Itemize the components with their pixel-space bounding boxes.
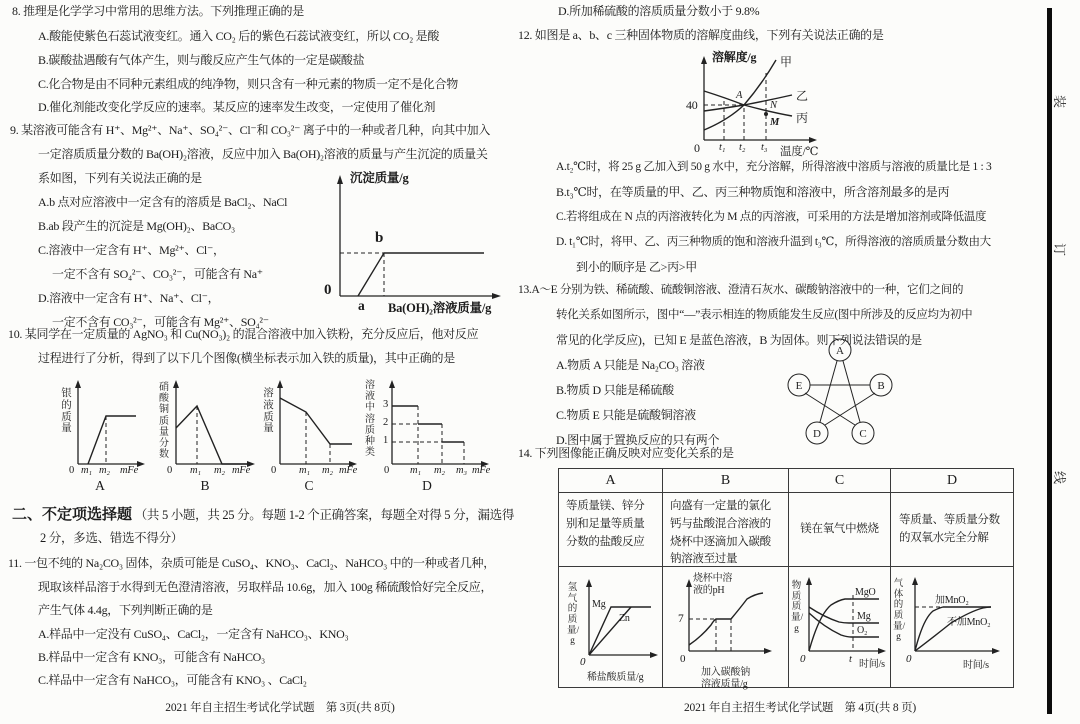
- q14-header-c: C: [789, 469, 891, 493]
- q14-graph-a-origin: 0: [580, 656, 586, 668]
- q11-option-a: A.样品中一定没有 CuSO₄、CaCl₂，一定含有 NaHCO₃、KNO₃: [38, 627, 349, 641]
- q12-option-b: B.t₃℃时，在等质量的甲、乙、丙三种物质饱和溶液中，所含溶剂最多的是丙: [556, 185, 950, 199]
- q13-stem-2: 转化关系如图所示，图中“—”表示相连的物质能发生反应(图中所涉及的反应均为初中: [556, 309, 973, 321]
- q13-option-c: C.物质 E 只能是硫酸铜溶液: [556, 408, 696, 422]
- q10-graph-d-tick-m3: m₃: [456, 465, 467, 476]
- q12-option-a: A.t₂℃时，将 25 g 乙加入到 50 g 水中，充分溶解，所得溶液中溶质与溶液的质量比是 1 : 3: [556, 161, 992, 173]
- q14-graph-c-origin: 0: [800, 653, 806, 665]
- q10-graph-d: [362, 372, 492, 492]
- q10-graph-d-tick0: 0: [384, 465, 390, 476]
- q9-graph-origin: 0: [324, 282, 332, 298]
- q10-graph-a: [50, 372, 150, 492]
- q12-solubility-graph: [686, 48, 864, 160]
- q14-graph-a-mg-label: Mg: [592, 599, 606, 610]
- q14-graph-d-xlabel: 时间/s: [963, 660, 989, 671]
- q14-graph-c-tick-t: t: [849, 654, 852, 665]
- q14-header-a: A: [559, 469, 663, 493]
- q8-stem: 8. 推理是化学学习中常用的思维方法。下列推理正确的是: [12, 4, 304, 18]
- q10-graph-b-caption: B: [200, 478, 210, 493]
- q10-stem-1: 10. 某同学在一定质量的 AgNO₃ 和 Cu(NO₃)₂ 的混合溶液中加入铁粉，充分反应后，他对反应: [8, 327, 479, 341]
- q9-option-d-1: D.溶液中一定含有 H⁺、Na⁺、Cl⁻，: [38, 291, 220, 305]
- q14-graph-d-ylabel: 气体的质量/g: [893, 579, 906, 643]
- q14-graph-c-mgo-label: MgO: [855, 587, 876, 598]
- q9-option-d-2: 一定不含有 CO₃²⁻，可能含有 Mg²⁺、SO₄²⁻: [52, 315, 269, 329]
- q9-option-c-2: 一定不含有 SO₄²⁻、CO₃²⁻，可能含有 Na⁺: [52, 267, 263, 281]
- q14-graph-d-with-mno2-label: 加MnO₂: [935, 595, 969, 606]
- q14-graph-a-xlabel: 稀盐酸质量/g: [587, 672, 644, 683]
- q12-tick-t1: t₁: [719, 142, 726, 153]
- binding-mark-2: 订: [1052, 242, 1068, 257]
- q14-table: [558, 468, 1014, 688]
- q14-graph-a-ylabel: 氢气的质量/g: [567, 583, 580, 647]
- q14-graph-b: [663, 567, 789, 690]
- q14-graph-b-ytick-7: 7: [678, 613, 684, 625]
- q12-graph-ylabel: 溶解度/g: [712, 50, 757, 64]
- q10-graph-c-tick-m2: m₂: [322, 465, 333, 476]
- q14-graph-c-ylabel: 物质质量/g: [791, 581, 804, 634]
- q14-graph-c: [789, 567, 891, 687]
- q12-tick-t2: t₂: [739, 142, 746, 153]
- q10-graph-a-tick0: 0: [69, 465, 75, 476]
- q13-node-c: C: [859, 428, 867, 440]
- q14-desc-b: 向盛有一定量的氯化钙与盐酸混合溶液的烧杯中逐滴加入碳酸钠溶液至过量: [663, 493, 789, 567]
- q11-option-b: B.样品中一定含有 KNO₃，可能含有 NaHCO₃: [38, 650, 265, 664]
- q9-precipitate-graph: [318, 168, 530, 320]
- q11-stem-2: 现取该样品溶于水得到无色澄清溶液，另取样品 10.6g，加入 100g 稀硫酸恰好完全反应，: [38, 580, 493, 594]
- q11-stem-3: 产生气体 4.4g，下列判断正确的是: [38, 603, 213, 617]
- q9-stem-2: 一定溶质质量分数的 Ba(OH)₂溶液，反应中加入 Ba(OH)₂溶液的质量与产生沉淀的质量关: [38, 147, 488, 161]
- q11-option-d: D.所加稀硫酸的溶质质量分数小于 9.8%: [558, 4, 760, 18]
- q10-graph-d-caption: D: [422, 478, 432, 493]
- q11-stem-1: 11. 一包不纯的 Na₂CO₃ 固体，杂质可能是 CuSO₄、KNO₃、CaCl₂、NaHCO₃ 中的一种或者几种，: [8, 556, 495, 570]
- right-page-footer: 2021 年自主招生考试化学试题 第 4页(共 8 页): [683, 702, 917, 714]
- q10-graph-c-tick-m1: m₁: [299, 465, 310, 476]
- q13-option-a: A.物质 A 只能是 Na₂CO₃ 溶液: [556, 358, 705, 372]
- q9-option-a: A.b 点对应溶液中一定含有的溶质是 BaCl₂、NaCl: [38, 195, 288, 209]
- q10-graph-d-ylabel: 溶液中溶质种类: [365, 380, 375, 459]
- q13-star-diagram: [772, 336, 908, 448]
- q10-graph-c-caption: C: [304, 478, 314, 493]
- q14-desc-a: 等质量镁、锌分别和足量等质量分数的盐酸反应: [559, 493, 663, 567]
- q14-graph-d-without-mno2-label: 不加MnO₂: [947, 617, 991, 628]
- q10-graph-b: [152, 372, 258, 492]
- q14-graph-b-xlabel-2: 溶液质量/g: [701, 679, 748, 690]
- q10-graph-d-plot: [362, 372, 492, 472]
- q13-option-d: D.图中属于置换反应的只有两个: [556, 433, 720, 447]
- q9-stem-3: 系如图，下列有关说法正确的是: [38, 171, 202, 185]
- q14-graph-b-origin: 0: [680, 653, 686, 665]
- q10-graph-d-tick-m2: m₂: [434, 465, 445, 476]
- q8-option-b: B.碳酸盐遇酸有气体产生，则与酸反应产生气体的一定是碳酸盐: [38, 53, 365, 67]
- q14-stem: 14. 下列图像能正确反映对应变化关系的是: [518, 446, 734, 460]
- q12-stem: 12. 如图是 a、b、c 三种固体物质的溶解度曲线，下列有关说法正确的是: [518, 28, 884, 42]
- q12-graph-ytick-40: 40: [686, 98, 698, 112]
- q14-graph-c-xlabel: 时间/s: [859, 659, 885, 670]
- q14-graph-c-o2-label: O₂: [857, 625, 868, 636]
- q12-point-a: A: [736, 90, 743, 101]
- q10-graph-a-xlabel: mFe: [120, 465, 139, 476]
- q8-option-d: D.催化剂能改变化学反应的速率。某反应的速率发生改变，一定使用了催化剂: [38, 100, 436, 114]
- binding-mark-3: 线: [1052, 470, 1068, 485]
- left-page-footer: 2021 年自主招生考试化学试题 第 3页(共 8页): [165, 702, 395, 714]
- q9-graph-ylabel: 沉淀质量/g: [350, 171, 409, 185]
- q10-graph-c-xlabel: mFe: [339, 465, 358, 476]
- q8-option-c: C.化合物是由不同种元素组成的纯净物，则只含有一种元素的物质一定不是化合物: [38, 77, 458, 91]
- q13-node-a: A: [836, 345, 844, 357]
- q9-graph-b-label: b: [375, 230, 384, 246]
- q14-header-d: D: [891, 469, 1013, 493]
- q13-stem-3: 常见的化学反应)，已知 E 是蓝色溶液，B 为固体。则下列说法错误的是: [556, 333, 922, 347]
- q14-desc-c: 镁在氧气中燃烧: [789, 493, 891, 567]
- q13-node-b: B: [877, 380, 885, 392]
- q12-point-n: N: [770, 100, 777, 111]
- binding-mark-1: 装: [1052, 94, 1068, 109]
- q12-curve-bing-label: 丙: [796, 111, 808, 125]
- section2-title: 二、不定项选择题: [12, 507, 133, 523]
- q12-option-d-2: 到小的顺序是 乙>丙>甲: [576, 260, 697, 274]
- q8-option-a: A.酸能使紫色石蕊试液变红。通入 CO₂ 后的紫色石蕊试液变红，所以 CO₂ 是酸: [38, 29, 440, 43]
- q9-graph-a-label: a: [358, 298, 365, 313]
- q14-graph-b-xlabel-1: 加入碳酸钠: [701, 667, 750, 678]
- q12-point-m: M: [770, 117, 780, 128]
- section2-note-1: （共 5 小题，共 25 分。每题 1-2 个正确答案，每题全对得 5 分，漏选得: [134, 508, 515, 522]
- q10-graph-d-ytick-2: 2: [383, 417, 389, 428]
- q10-graph-b-tick-m1: m₁: [190, 465, 201, 476]
- q12-tick-t3: t₃: [761, 142, 768, 153]
- q14-graph-b-ylabel-2: 液的pH: [693, 585, 725, 596]
- binding-line: [1047, 8, 1052, 714]
- q10-stem-2: 过程进行了分析，得到了以下几个图像(横坐标表示加入铁的质量)，其中正确的是: [38, 351, 455, 365]
- q10-graph-d-ytick-1: 1: [383, 435, 389, 446]
- q10-graph-a-ylabel: 银的质量: [61, 388, 72, 435]
- q13-star-plot: [772, 336, 908, 448]
- q14-graph-a-zn-label: Zn: [619, 613, 630, 624]
- q10-graph-b-tick0: 0: [167, 465, 173, 476]
- q14-graph-d: [891, 567, 1013, 687]
- q14-desc-d: 等质量、等质量分数的双氧水完全分解: [891, 493, 1013, 567]
- q10-graph-a-tick-m2: m₂: [99, 465, 110, 476]
- q9-option-b: B.ab 段产生的沉淀是 Mg(OH)₂、BaCO₃: [38, 219, 235, 233]
- q14-graph-b-ylabel-1: 烧杯中溶: [693, 573, 733, 584]
- q12-option-d-1: D. t₁℃时，将甲、乙、丙三种物质的饱和溶液升温到 t₃℃，所得溶液的溶质质量分数由大: [556, 236, 991, 248]
- q10-graph-d-xlabel: mFe: [472, 465, 491, 476]
- q14-graph-a: [559, 567, 663, 687]
- q13-option-b: B.物质 D 只能是稀硫酸: [556, 383, 674, 397]
- q12-graph-xlabel: 温度/℃: [780, 146, 819, 158]
- q12-option-c: C.若将组成在 N 点的丙溶液转化为 M 点的丙溶液，可采用的方法是增加溶剂或降低温度: [556, 211, 987, 223]
- q10-graph-b-ylabel: 硝酸铜质量分数: [159, 382, 169, 461]
- q10-graph-a-caption: A: [95, 478, 105, 493]
- q10-graph-b-xlabel: mFe: [232, 465, 251, 476]
- q10-graph-a-tick-m1: m₁: [81, 465, 92, 476]
- q11-option-c: C.样品中一定含有 NaHCO₃，可能含有 KNO₃ 、CaCl₂: [38, 673, 307, 687]
- q12-curve-jia-label: 甲: [780, 55, 792, 69]
- q10-graph-c: [258, 372, 360, 492]
- q9-graph-xlabel: Ba(OH)₂溶液质量/g: [388, 301, 492, 315]
- section2-note-2: 2 分，多选、错选不得分）: [40, 531, 183, 545]
- q14-header-b: B: [663, 469, 789, 493]
- q13-node-e: E: [795, 380, 803, 392]
- q10-graph-d-tick-m1: m₁: [410, 465, 421, 476]
- q14-graph-c-mg-label: Mg: [857, 611, 871, 622]
- q10-graph-c-ylabel: 溶液质量: [263, 388, 274, 435]
- q14-graph-d-origin: 0: [906, 653, 912, 665]
- section2-header: [12, 506, 514, 525]
- q9-stem-1: 9. 某溶液可能含有 H⁺、Mg²⁺、Na⁺、SO₄²⁻、Cl⁻和 CO₃²⁻ 离子中的一种或者几种，向其中加入: [10, 123, 491, 137]
- q13-node-d: D: [813, 428, 821, 440]
- q12-graph-origin: 0: [694, 141, 700, 155]
- q10-graph-c-tick0: 0: [271, 465, 277, 476]
- q10-graph-d-ytick-3: 3: [383, 399, 389, 410]
- q10-graph-b-tick-m2: m₂: [214, 465, 225, 476]
- q13-stem-1: 13.A～E 分别为铁、稀硫酸、硫酸铜溶液、澄清石灰水、碳酸钠溶液中的一种，它们之间的: [518, 284, 964, 296]
- q9-option-c-1: C.溶液中一定含有 H⁺、Mg²⁺、Cl⁻，: [38, 243, 225, 257]
- q12-curve-yi-label: 乙: [796, 89, 808, 103]
